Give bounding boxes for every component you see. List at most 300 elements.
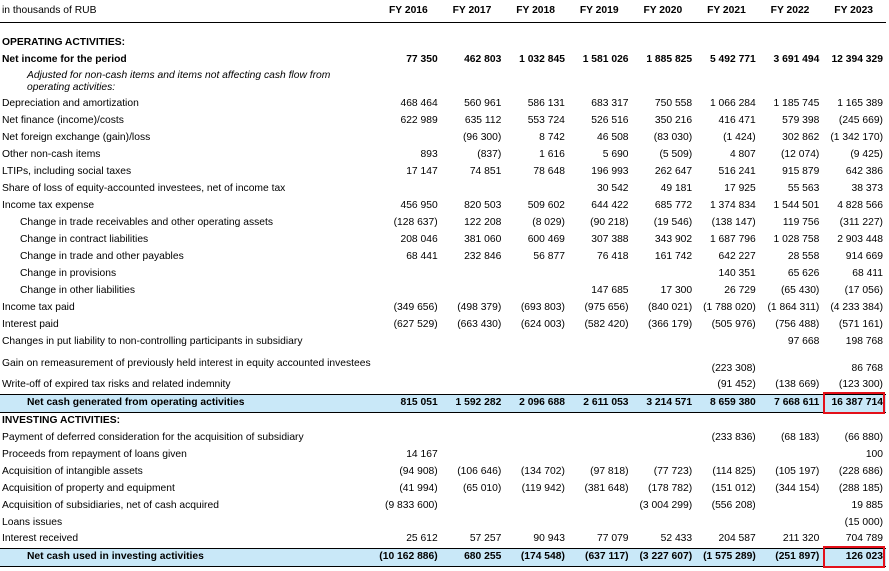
row-label: Share of loss of equity-accounted investees, net of income tax bbox=[2, 182, 286, 194]
row-label: Other non-cash items bbox=[2, 148, 101, 160]
value-cell: 52 433 bbox=[660, 533, 693, 545]
value-cell: 17 300 bbox=[660, 284, 693, 296]
value-cell: (174 548) bbox=[504, 548, 568, 566]
table-row bbox=[0, 265, 886, 282]
value-cell bbox=[568, 446, 632, 463]
value-cell: 28 558 bbox=[787, 250, 820, 262]
value-cell: 893 bbox=[420, 148, 438, 160]
value-cell: 56 877 bbox=[533, 250, 565, 262]
value-cell: 642 386 bbox=[845, 165, 883, 177]
value-cell: 25 612 bbox=[406, 533, 438, 545]
value-cell: 307 388 bbox=[591, 233, 629, 245]
value-cell: 1 687 796 bbox=[709, 233, 756, 245]
row-label: Acquisition of property and equipment bbox=[2, 482, 175, 494]
table-row bbox=[0, 316, 886, 333]
value-cell bbox=[504, 412, 568, 429]
row-label: Income tax expense bbox=[2, 199, 95, 211]
value-cell bbox=[568, 333, 632, 350]
row-label: Change in other liabilities bbox=[20, 284, 136, 296]
value-cell bbox=[632, 68, 696, 95]
value-cell: 1 885 825 bbox=[646, 53, 693, 65]
value-cell: (41 994) bbox=[399, 482, 438, 494]
table-row bbox=[0, 514, 886, 531]
value-cell bbox=[377, 180, 441, 197]
value-cell bbox=[441, 412, 505, 429]
row-label: OPERATING ACTIVITIES: bbox=[2, 36, 125, 48]
value-cell bbox=[632, 514, 696, 531]
value-cell bbox=[759, 68, 823, 95]
value-cell: 1 028 758 bbox=[773, 233, 820, 245]
value-cell bbox=[568, 34, 632, 51]
value-cell: (138 669) bbox=[775, 379, 820, 391]
value-cell: (693 803) bbox=[520, 301, 565, 313]
value-cell: (106 646) bbox=[457, 465, 502, 477]
value-cell bbox=[504, 446, 568, 463]
value-cell: 820 503 bbox=[464, 199, 502, 211]
value-cell: 26 729 bbox=[724, 284, 756, 296]
value-cell: (349 656) bbox=[393, 301, 438, 313]
section-header-row bbox=[0, 34, 886, 51]
value-cell bbox=[695, 412, 759, 429]
value-cell: (10 162 886) bbox=[377, 548, 441, 566]
value-cell bbox=[377, 129, 441, 146]
value-cell: 86 768 bbox=[851, 363, 883, 374]
table-row bbox=[0, 446, 886, 463]
value-cell: 2 903 448 bbox=[837, 233, 883, 245]
value-cell: 8 742 bbox=[539, 131, 565, 143]
value-cell: 211 320 bbox=[782, 533, 820, 545]
value-cell: (223 308) bbox=[711, 363, 756, 374]
row-label: Interest paid bbox=[2, 318, 59, 330]
table-row bbox=[0, 463, 886, 480]
value-cell: (288 185) bbox=[838, 482, 883, 494]
value-cell: (65 430) bbox=[781, 284, 820, 296]
value-cell bbox=[632, 429, 696, 446]
value-cell: (65 010) bbox=[462, 482, 502, 494]
value-cell: (498 379) bbox=[457, 301, 502, 313]
row-label: Net income for the period bbox=[2, 53, 127, 65]
value-cell: 77 350 bbox=[406, 53, 438, 65]
value-cell: (5 509) bbox=[659, 148, 693, 160]
value-cell: (505 976) bbox=[711, 318, 756, 330]
value-cell: (4 233 384) bbox=[830, 301, 883, 313]
value-cell bbox=[632, 265, 696, 282]
value-cell: 1 544 501 bbox=[773, 199, 820, 211]
value-cell: 68 441 bbox=[406, 250, 438, 262]
value-cell: 262 647 bbox=[654, 165, 693, 177]
table-row bbox=[0, 95, 886, 112]
value-cell: 46 508 bbox=[597, 131, 629, 143]
value-cell: (251 897) bbox=[759, 548, 823, 566]
row-label: Income tax paid bbox=[2, 301, 75, 313]
value-cell bbox=[441, 282, 505, 299]
value-cell bbox=[759, 514, 823, 531]
value-cell: (77 723) bbox=[653, 465, 693, 477]
row-label: Acquisition of intangible assets bbox=[2, 465, 143, 477]
value-cell: 5 492 771 bbox=[709, 53, 756, 65]
row-label: Interest received bbox=[2, 533, 79, 545]
value-cell: 915 879 bbox=[782, 165, 820, 177]
value-cell: 12 394 329 bbox=[831, 53, 883, 65]
table-row bbox=[0, 180, 886, 197]
value-cell: (8 029) bbox=[532, 216, 565, 228]
table-row bbox=[0, 129, 886, 146]
value-cell: 622 989 bbox=[400, 114, 438, 126]
value-cell: (627 529) bbox=[393, 318, 438, 330]
value-cell: 579 398 bbox=[782, 114, 820, 126]
value-cell: (556 208) bbox=[711, 499, 756, 511]
value-cell: 49 181 bbox=[660, 182, 693, 194]
value-cell: 1 616 bbox=[539, 148, 565, 160]
value-cell bbox=[441, 497, 505, 514]
value-cell bbox=[568, 377, 632, 394]
value-cell: 90 943 bbox=[533, 533, 565, 545]
value-cell bbox=[568, 350, 632, 377]
value-cell: (837) bbox=[477, 148, 502, 160]
value-cell: 516 241 bbox=[718, 165, 756, 177]
value-cell: 635 112 bbox=[464, 114, 502, 126]
value-cell bbox=[377, 68, 441, 95]
table-row bbox=[0, 214, 886, 231]
value-cell: 57 257 bbox=[469, 533, 502, 545]
value-cell: (90 218) bbox=[590, 216, 629, 228]
value-cell: (9 425) bbox=[850, 148, 883, 160]
value-cell: 600 469 bbox=[527, 233, 565, 245]
table-row bbox=[0, 197, 886, 214]
row-label: Write-off of expired tax risks and related indemnity bbox=[2, 379, 231, 391]
value-cell: 3 691 494 bbox=[773, 53, 820, 65]
value-cell bbox=[377, 429, 441, 446]
value-cell: 126 023 bbox=[822, 548, 886, 566]
value-cell: 3 214 571 bbox=[632, 394, 696, 412]
value-cell: (94 908) bbox=[399, 465, 438, 477]
year-header: FY 2022 bbox=[770, 5, 810, 16]
table-row bbox=[0, 429, 886, 446]
value-cell bbox=[441, 34, 505, 51]
row-label: Change in contract liabilities bbox=[20, 233, 149, 245]
value-cell: 4 807 bbox=[729, 148, 756, 160]
value-cell: (19 546) bbox=[653, 216, 693, 228]
row-label: Depreciation and amortization bbox=[2, 97, 139, 109]
value-cell bbox=[504, 514, 568, 531]
row-label: Loans issues bbox=[2, 516, 63, 528]
value-cell bbox=[377, 265, 441, 282]
value-cell bbox=[504, 350, 568, 377]
value-cell: (123 300) bbox=[838, 379, 883, 391]
value-cell bbox=[377, 412, 441, 429]
value-cell: (311 227) bbox=[839, 216, 883, 228]
value-cell: (12 074) bbox=[781, 148, 820, 160]
value-cell: 2 096 688 bbox=[504, 394, 568, 412]
row-label: Payment of deferred consideration for the acquisition of subsidiary bbox=[2, 431, 304, 443]
value-cell: (637 117) bbox=[568, 548, 632, 566]
value-cell: 55 563 bbox=[787, 182, 820, 194]
row-label: Proceeds from repayment of loans given bbox=[2, 448, 187, 460]
value-cell: 198 768 bbox=[845, 335, 883, 347]
row-label: Adjusted for non-cash items and items not affecting cash flow from operating activities: bbox=[27, 69, 331, 93]
value-cell: (17 056) bbox=[844, 284, 883, 296]
value-cell: 5 690 bbox=[602, 148, 629, 160]
value-cell: 19 885 bbox=[851, 499, 883, 511]
row-label: Net cash used in investing activities bbox=[0, 548, 377, 566]
year-header: FY 2020 bbox=[643, 5, 683, 16]
value-cell: 1 374 834 bbox=[709, 199, 756, 211]
value-cell bbox=[441, 377, 505, 394]
value-cell bbox=[504, 68, 568, 95]
value-cell bbox=[695, 68, 759, 95]
value-cell: 815 051 bbox=[377, 394, 441, 412]
value-cell: 2 611 053 bbox=[568, 394, 632, 412]
value-cell: 30 542 bbox=[597, 182, 629, 194]
value-cell: (68 183) bbox=[781, 431, 820, 443]
value-cell: 1 165 389 bbox=[837, 97, 883, 109]
row-label: Change in trade and other payables bbox=[20, 250, 184, 262]
value-cell: 161 742 bbox=[654, 250, 693, 262]
value-cell: (663 430) bbox=[457, 318, 502, 330]
value-cell: (1 575 289) bbox=[695, 548, 759, 566]
value-cell: 302 862 bbox=[782, 131, 820, 143]
value-cell: 462 803 bbox=[464, 53, 502, 65]
value-cell bbox=[441, 265, 505, 282]
value-cell: (3 227 607) bbox=[632, 548, 696, 566]
value-cell: 17 925 bbox=[724, 182, 756, 194]
table-row bbox=[0, 146, 886, 163]
value-cell: 196 993 bbox=[591, 165, 629, 177]
total-row bbox=[0, 548, 886, 566]
value-cell bbox=[441, 333, 505, 350]
value-cell: (15 000) bbox=[844, 516, 883, 528]
value-cell: (105 197) bbox=[775, 465, 820, 477]
value-cell: 642 227 bbox=[718, 250, 756, 262]
table-row bbox=[0, 112, 886, 129]
value-cell: 38 373 bbox=[851, 182, 883, 194]
value-cell: 68 411 bbox=[852, 267, 883, 279]
value-cell: 17 147 bbox=[406, 165, 438, 177]
value-cell: (582 420) bbox=[584, 318, 629, 330]
value-cell bbox=[759, 34, 823, 51]
table-row bbox=[0, 299, 886, 316]
value-cell: (66 880) bbox=[844, 431, 883, 443]
table-row bbox=[0, 68, 886, 95]
value-cell: (840 021) bbox=[648, 301, 693, 313]
year-header: FY 2019 bbox=[579, 5, 619, 16]
value-cell: 343 902 bbox=[654, 233, 693, 245]
value-cell: 1 032 845 bbox=[519, 53, 565, 65]
value-cell bbox=[504, 377, 568, 394]
value-cell bbox=[759, 446, 823, 463]
value-cell bbox=[377, 333, 441, 350]
value-cell: (96 300) bbox=[462, 131, 502, 143]
value-cell: 685 772 bbox=[654, 199, 693, 211]
value-cell bbox=[377, 514, 441, 531]
value-cell: 140 351 bbox=[718, 267, 756, 279]
value-cell bbox=[568, 497, 632, 514]
unit-label: in thousands of RUB bbox=[2, 5, 97, 16]
value-cell: 208 046 bbox=[400, 233, 438, 245]
value-cell: 914 669 bbox=[845, 250, 883, 262]
value-cell: (228 686) bbox=[838, 465, 883, 477]
year-header: FY 2017 bbox=[452, 5, 492, 16]
row-label: Net foreign exchange (gain)/loss bbox=[2, 131, 151, 143]
value-cell: 8 659 380 bbox=[695, 394, 759, 412]
value-cell: 560 961 bbox=[464, 97, 502, 109]
value-cell bbox=[377, 350, 441, 377]
row-label: Gain on remeasurement of previously held interest in equity accounted investees bbox=[2, 357, 371, 369]
value-cell bbox=[822, 68, 886, 95]
value-cell: 1 592 282 bbox=[441, 394, 505, 412]
value-cell: 4 828 566 bbox=[837, 199, 883, 211]
value-cell: 119 756 bbox=[782, 216, 820, 228]
value-cell: 74 851 bbox=[469, 165, 502, 177]
value-cell: (381 648) bbox=[584, 482, 629, 494]
table-row bbox=[0, 282, 886, 299]
row-label: Net cash generated from operating activities bbox=[0, 394, 377, 412]
value-cell bbox=[377, 34, 441, 51]
value-cell: (366 179) bbox=[648, 318, 693, 330]
value-cell: 147 685 bbox=[591, 284, 629, 296]
value-cell: (138 147) bbox=[711, 216, 756, 228]
table-row bbox=[0, 377, 886, 394]
value-cell bbox=[504, 265, 568, 282]
value-cell bbox=[759, 350, 823, 377]
value-cell bbox=[504, 34, 568, 51]
value-cell: 704 789 bbox=[845, 533, 883, 545]
value-cell: (134 702) bbox=[520, 465, 565, 477]
value-cell: 680 255 bbox=[441, 548, 505, 566]
value-cell bbox=[759, 412, 823, 429]
value-cell: 468 464 bbox=[400, 97, 438, 109]
value-cell bbox=[441, 514, 505, 531]
table-row bbox=[0, 497, 886, 514]
value-cell: (151 012) bbox=[711, 482, 756, 494]
value-cell bbox=[504, 180, 568, 197]
value-cell bbox=[568, 412, 632, 429]
value-cell: 14 167 bbox=[406, 448, 438, 460]
value-cell: (97 818) bbox=[590, 465, 629, 477]
value-cell: 78 648 bbox=[533, 165, 565, 177]
value-cell: (1 424) bbox=[723, 131, 756, 143]
row-label: Net finance (income)/costs bbox=[2, 114, 124, 126]
value-cell bbox=[441, 429, 505, 446]
value-cell: 76 418 bbox=[597, 250, 629, 262]
value-cell: (245 669) bbox=[838, 114, 883, 126]
table-row bbox=[0, 531, 886, 548]
row-label: Change in provisions bbox=[20, 267, 117, 279]
value-cell: 683 317 bbox=[591, 97, 629, 109]
value-cell: 232 846 bbox=[464, 250, 502, 262]
value-cell: 204 587 bbox=[718, 533, 756, 545]
value-cell bbox=[632, 350, 696, 377]
value-cell: (9 833 600) bbox=[385, 499, 438, 511]
value-cell bbox=[632, 34, 696, 51]
value-cell bbox=[632, 446, 696, 463]
value-cell: (233 836) bbox=[711, 431, 756, 443]
value-cell: 456 950 bbox=[400, 199, 438, 211]
table-row bbox=[0, 480, 886, 497]
value-cell bbox=[632, 412, 696, 429]
value-cell bbox=[504, 497, 568, 514]
value-cell: 97 668 bbox=[787, 335, 820, 347]
value-cell: 7 668 611 bbox=[759, 394, 823, 412]
value-cell: 122 208 bbox=[464, 216, 502, 228]
year-header: FY 2016 bbox=[389, 5, 428, 16]
value-cell bbox=[695, 333, 759, 350]
value-cell: (975 656) bbox=[584, 301, 629, 313]
value-cell: 1 581 026 bbox=[582, 53, 629, 65]
row-label: Change in trade receivables and other operating assets bbox=[20, 216, 274, 228]
value-cell: (83 030) bbox=[653, 131, 693, 143]
value-cell: (119 942) bbox=[521, 482, 565, 494]
value-cell: 644 422 bbox=[591, 199, 629, 211]
total-row bbox=[0, 394, 886, 412]
value-cell: (624 003) bbox=[520, 318, 565, 330]
value-cell bbox=[568, 514, 632, 531]
row-label: LTIPs, including social taxes bbox=[2, 165, 132, 177]
table-row bbox=[0, 231, 886, 248]
value-cell bbox=[759, 497, 823, 514]
table-row bbox=[0, 350, 886, 377]
value-cell bbox=[504, 282, 568, 299]
value-cell: (1 788 020) bbox=[703, 301, 756, 313]
row-label: Acquisition of subsidiaries, net of cash acquired bbox=[2, 499, 219, 511]
table-row bbox=[0, 51, 886, 68]
value-cell: 750 558 bbox=[654, 97, 693, 109]
value-cell bbox=[568, 429, 632, 446]
value-cell bbox=[504, 333, 568, 350]
value-cell: (114 825) bbox=[712, 465, 756, 477]
value-cell bbox=[695, 34, 759, 51]
value-cell bbox=[568, 68, 632, 95]
value-cell bbox=[632, 333, 696, 350]
value-cell bbox=[377, 377, 441, 394]
value-cell: 553 724 bbox=[527, 114, 565, 126]
value-cell: (756 488) bbox=[775, 318, 820, 330]
value-cell bbox=[632, 377, 696, 394]
value-cell: 65 626 bbox=[787, 267, 820, 279]
row-label: INVESTING ACTIVITIES: bbox=[2, 414, 121, 426]
value-cell bbox=[441, 68, 505, 95]
value-cell: 350 216 bbox=[654, 114, 693, 126]
value-cell: 77 079 bbox=[597, 533, 629, 545]
value-cell: (1 342 170) bbox=[830, 131, 883, 143]
value-cell: (344 154) bbox=[775, 482, 820, 494]
value-cell: 100 bbox=[865, 448, 883, 460]
value-cell bbox=[822, 34, 886, 51]
value-cell: (178 782) bbox=[648, 482, 693, 494]
section-header-row bbox=[0, 412, 886, 429]
value-cell: 16 387 714 bbox=[822, 394, 886, 412]
value-cell: 526 516 bbox=[591, 114, 629, 126]
table-row bbox=[0, 248, 886, 265]
value-cell bbox=[822, 412, 886, 429]
year-header: FY 2018 bbox=[516, 5, 555, 16]
value-cell bbox=[441, 446, 505, 463]
row-label: Changes in put liability to non-controlling participants in subsidiary bbox=[2, 335, 303, 347]
value-cell bbox=[504, 429, 568, 446]
value-cell: (91 452) bbox=[717, 379, 756, 391]
value-cell bbox=[441, 180, 505, 197]
value-cell: 1 066 284 bbox=[709, 97, 756, 109]
header-divider bbox=[0, 22, 886, 34]
value-cell: 1 185 745 bbox=[773, 97, 820, 109]
value-cell: 586 131 bbox=[527, 97, 565, 109]
year-header: FY 2021 bbox=[707, 5, 746, 16]
year-header: FY 2023 bbox=[834, 5, 874, 16]
value-cell: (3 004 299) bbox=[639, 499, 693, 511]
value-cell bbox=[377, 282, 441, 299]
value-cell: (128 637) bbox=[393, 216, 438, 228]
value-cell: (571 161) bbox=[838, 318, 883, 330]
